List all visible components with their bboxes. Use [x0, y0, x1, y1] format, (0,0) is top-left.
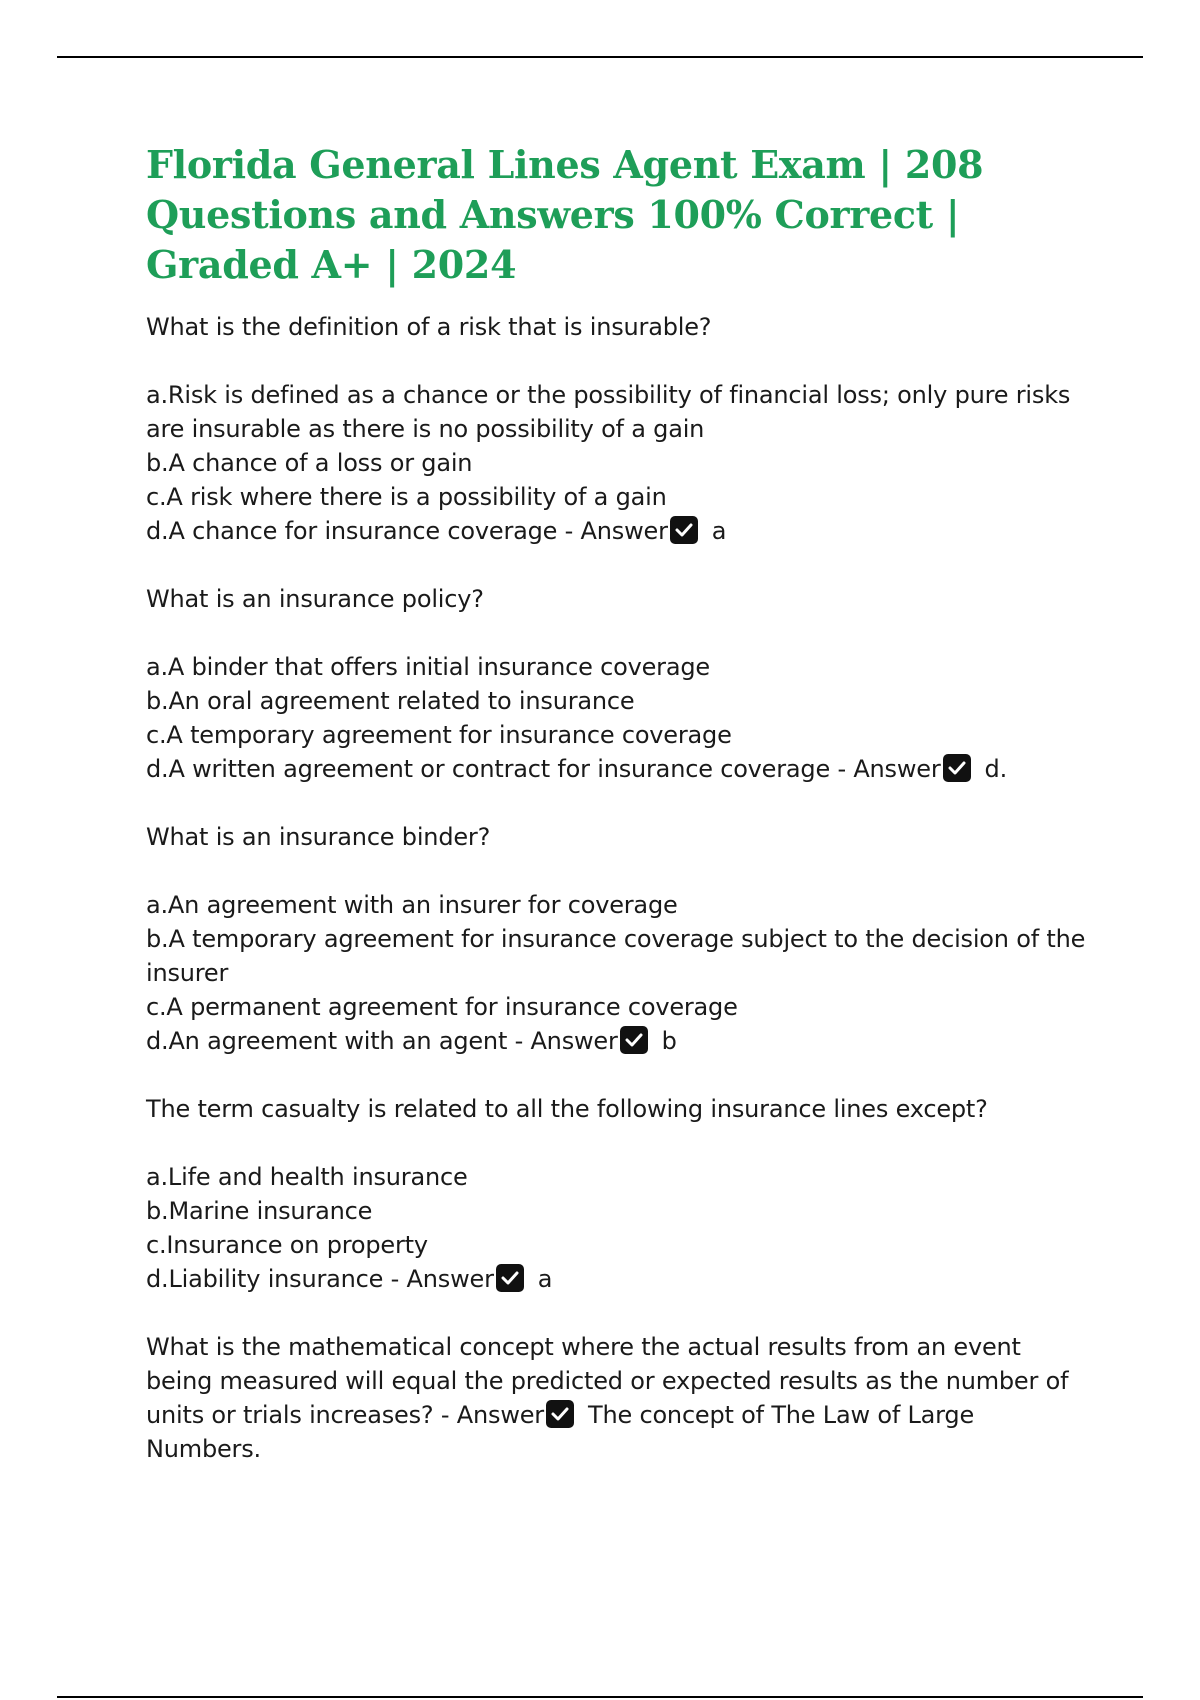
question-answer-line — [146, 1330, 1086, 1466]
option-c: c.A risk where there is a possibility of a gain — [146, 483, 667, 511]
option-d-answer-line — [146, 1024, 1086, 1058]
option-c: c.A permanent agreement for insurance coverage — [146, 993, 738, 1021]
check-box-icon — [943, 754, 971, 782]
option-b: b.Marine insurance — [146, 1197, 373, 1225]
question-block — [146, 310, 1086, 548]
option-c: c.A temporary agreement for insurance coverage — [146, 721, 732, 749]
question-block — [146, 1330, 1086, 1466]
bottom-rule — [57, 1696, 1143, 1698]
question-text: The term casualty is related to all the following insurance lines except? — [146, 1095, 988, 1123]
check-box-icon — [496, 1264, 524, 1292]
question-block — [146, 582, 1086, 786]
question-text: What is the definition of a risk that is insurable? — [146, 313, 712, 341]
answer-value: d. — [984, 755, 1007, 783]
check-box-icon — [620, 1026, 648, 1054]
question-text: What is an insurance binder? — [146, 823, 491, 851]
question-text: What is an insurance policy? — [146, 585, 484, 613]
answer-value: a — [711, 517, 727, 545]
option-d-answer-line — [146, 752, 1086, 786]
option-b: b.An oral agreement related to insurance — [146, 687, 635, 715]
option-a: a.Life and health insurance — [146, 1163, 468, 1191]
option-a: a.A binder that offers initial insurance coverage — [146, 653, 710, 681]
option-d: d.A written agreement or contract for insurance coverage - Answer — [146, 755, 941, 783]
option-b: b.A temporary agreement for insurance coverage subject to the decision of the insurer — [146, 925, 1086, 987]
option-d-answer-line — [146, 514, 1086, 548]
question-block — [146, 820, 1086, 1058]
option-d: d.A chance for insurance coverage - Answer — [146, 517, 668, 545]
page-title: Florida General Lines Agent Exam | 208 Questions and Answers 100% Correct | Graded A+ | 2024 — [146, 142, 984, 287]
answer-value: The concept of The Law of Large Numbers. — [146, 1401, 975, 1463]
option-b: b.A chance of a loss or gain — [146, 449, 473, 477]
answer-value: b — [661, 1027, 677, 1055]
check-box-icon — [670, 516, 698, 544]
question-text: What is the mathematical concept where the actual results from an event being measured will equal the predicted or expected results as the number of units or trials increases? - Answer — [146, 1333, 1069, 1429]
document-body — [146, 140, 1086, 1500]
option-a: a.Risk is defined as a chance or the possibility of financial loss; only pure risks are insurable as there is no possibility of a gain — [146, 381, 1071, 443]
check-box-icon — [546, 1400, 574, 1428]
option-c: c.Insurance on property — [146, 1231, 428, 1259]
option-a: a.An agreement with an insurer for coverage — [146, 891, 678, 919]
option-d: d.Liability insurance - Answer — [146, 1265, 494, 1293]
option-d: d.An agreement with an agent - Answer — [146, 1027, 618, 1055]
option-d-answer-line — [146, 1262, 1086, 1296]
answer-value: a — [537, 1265, 553, 1293]
question-block — [146, 1092, 1086, 1296]
top-rule — [57, 56, 1143, 58]
